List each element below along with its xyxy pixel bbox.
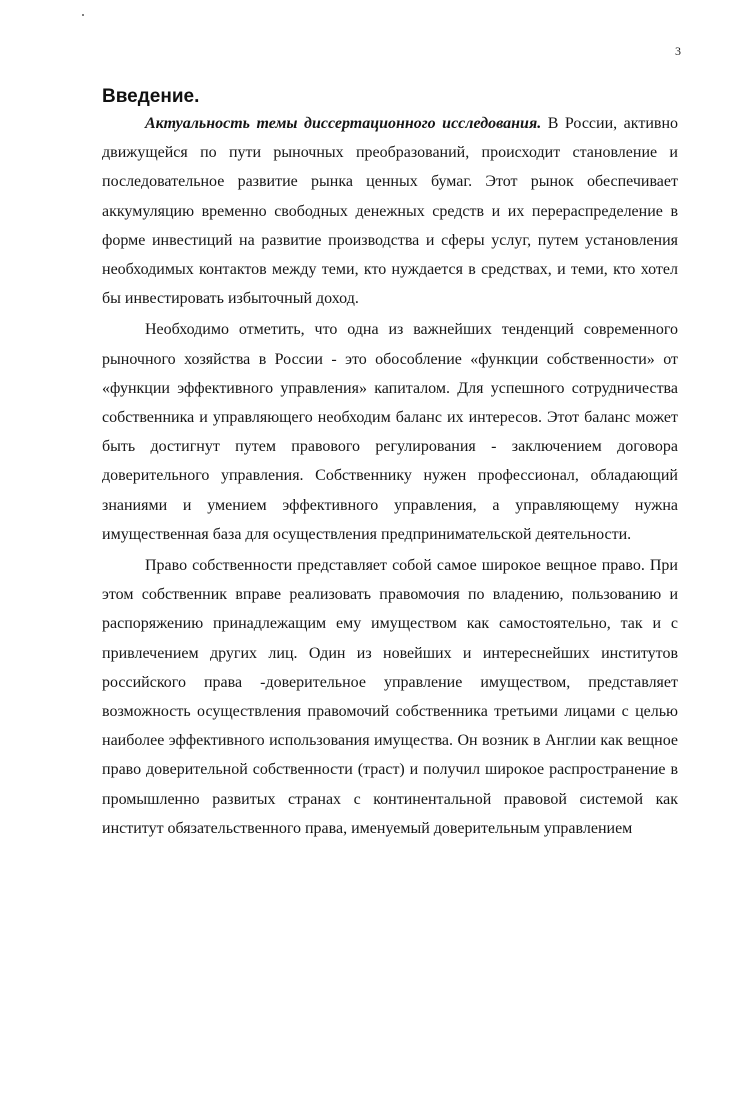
body-text: [102, 109, 678, 843]
paragraph-3: Право собственности представляет собой самое широкое вещное право. При этом собственник вправе реализовать правомочия по владению, пользованию и распоряжению принадлежащим ему имуществом как самостоятельно, так и с привлечением других лиц. Один из новейших и интереснейших институтов российского права -доверительное управление имуществом, представляет возможность осуществления правомочий собственника третьими лицами с целью наиболее эффективного использования имущества. Он возник в Англии как вещное право доверительной собственности (траст) и получил широкое распространение в промышленно развитых странах с континентальной правовой системой как институт обязательственного права, именуемый доверительным управлением: [102, 557, 678, 837]
scan-speck: [82, 14, 84, 16]
section-heading: Введение.: [102, 86, 200, 107]
paragraph-1-text: В России, активно движущейся по пути рыночных преобразований, происходит становление и последовательное развитие рынка ценных бумаг. Этот рынок обеспечивает аккумуляцию временно свободных денежных средств и их перераспределение в форме инвестиций на развитие производства и сферы услуг, путем установления необходимых контактов между теми, кто нуждается в средствах, и теми, кто хотел бы инвестировать избыточный доход.: [102, 115, 679, 308]
paragraph-1-lead: Актуальность темы диссертационного исследования.: [145, 115, 542, 132]
paragraph-2: Необходимо отметить, что одна из важнейших тенденций современного рыночного хозяйства в России - это обособление «функции собственности» от «функции эффективного управления» капиталом. Для успешного сотрудничества собственника и управляющего необходим баланс их интересов. Этот баланс может быть достигнут путем правового регулирования - заключением договора доверительного управления. Собственнику нужен профессионал, обладающий знаниями и умением эффективного управления, а управляющему нужна имущественная база для осуществления предпринимательской деятельности.: [102, 321, 678, 543]
page-number: 3: [675, 44, 681, 58]
paragraph-1: [102, 109, 678, 313]
